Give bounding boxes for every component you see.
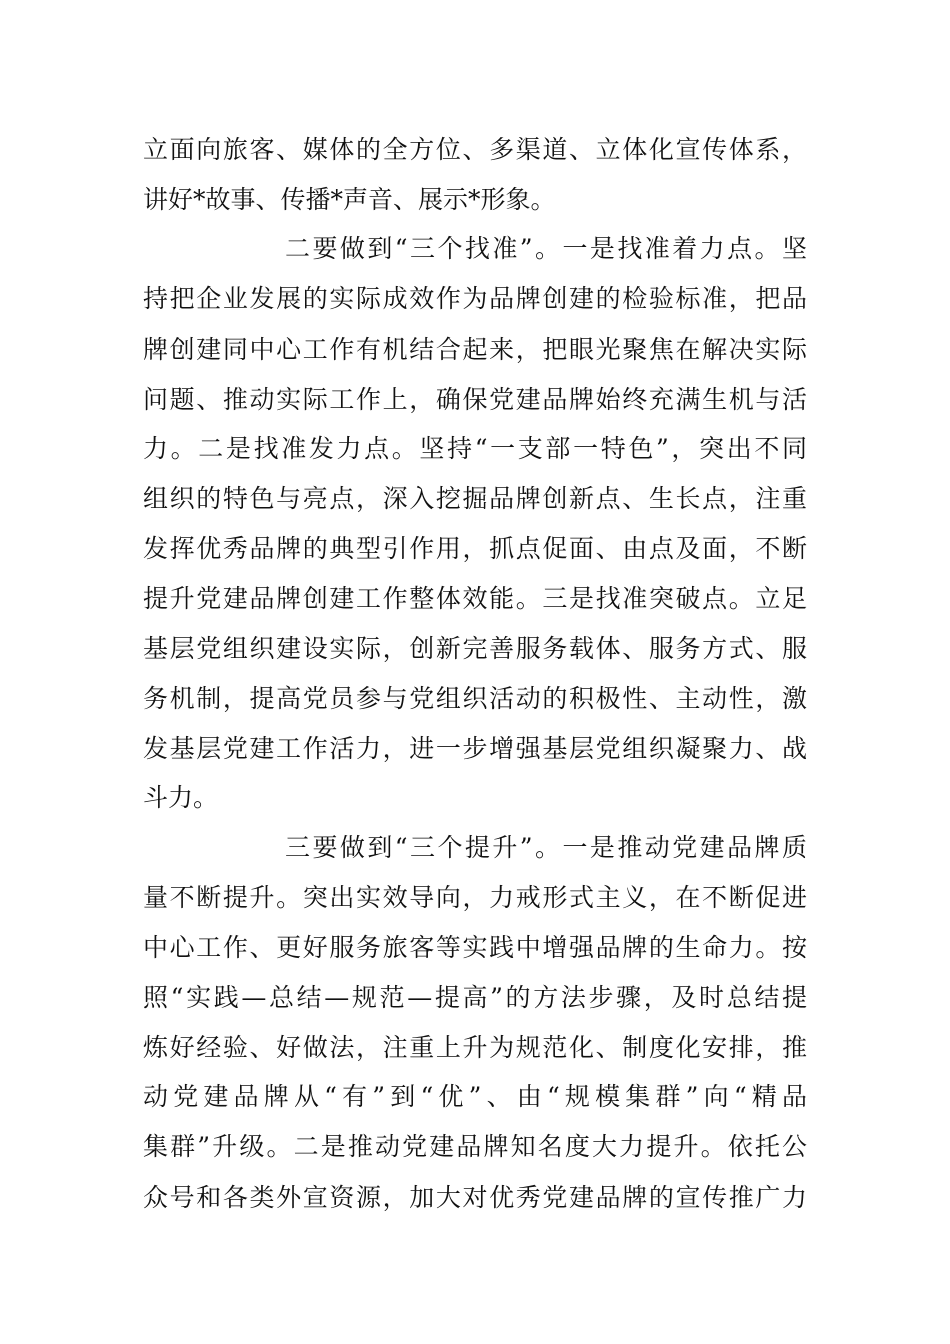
- text-line: 众号和各类外宣资源，加大对优秀党建品牌的宣传推广力: [143, 1183, 807, 1212]
- text-line: 量不断提升。突出实效导向，力戒形式主义，在不断促进: [143, 883, 807, 912]
- text-line: 组织的特色与亮点，深入挖掘品牌创新点、生长点，注重: [143, 484, 807, 513]
- text-line: 力。二是找准发力点。坚持“一支部一特色”，突出不同: [143, 434, 807, 463]
- text-line: 中心工作、更好服务旅客等实践中增强品牌的生命力。按: [143, 933, 807, 962]
- text-line: 讲好*故事、传播*声音、展示*形象。: [143, 185, 556, 214]
- paragraph-start-line: 三要做到“三个提升”。一是推动党建品牌质: [285, 833, 807, 862]
- text-line: 集群”升级。二是推动党建品牌知名度大力提升。依托公: [143, 1132, 807, 1161]
- text-line: 斗力。: [143, 783, 219, 812]
- text-line: 问题、推动实际工作上，确保党建品牌始终充满生机与活: [143, 385, 807, 414]
- text-line: 立面向旅客、媒体的全方位、多渠道、立体化宣传体系，: [143, 135, 807, 164]
- text-line: 牌创建同中心工作有机结合起来，把眼光聚焦在解决实际: [143, 335, 807, 364]
- text-line: 照“实践—总结—规范—提高”的方法步骤，及时总结提: [143, 983, 807, 1012]
- text-line: 提升党建品牌创建工作整体效能。三是找准突破点。立足: [143, 584, 807, 613]
- paragraph-start-line: 二要做到“三个找准”。一是找准着力点。坚: [285, 234, 807, 263]
- text-line: 动党建品牌从“有”到“优”、由“规模集群”向“精品: [143, 1082, 807, 1111]
- text-line: 持把企业发展的实际成效作为品牌创建的检验标准，把品: [143, 284, 807, 313]
- text-line: 基层党组织建设实际，创新完善服务载体、服务方式、服: [143, 634, 807, 663]
- text-line: 发挥优秀品牌的典型引作用，抓点促面、由点及面，不断: [143, 534, 807, 563]
- text-line: 炼好经验、好做法，注重上升为规范化、制度化安排，推: [143, 1033, 807, 1062]
- text-line: 发基层党建工作活力，进一步增强基层党组织凝聚力、战: [143, 734, 807, 763]
- text-line: 务机制，提高党员参与党组织活动的积极性、主动性，激: [143, 684, 807, 713]
